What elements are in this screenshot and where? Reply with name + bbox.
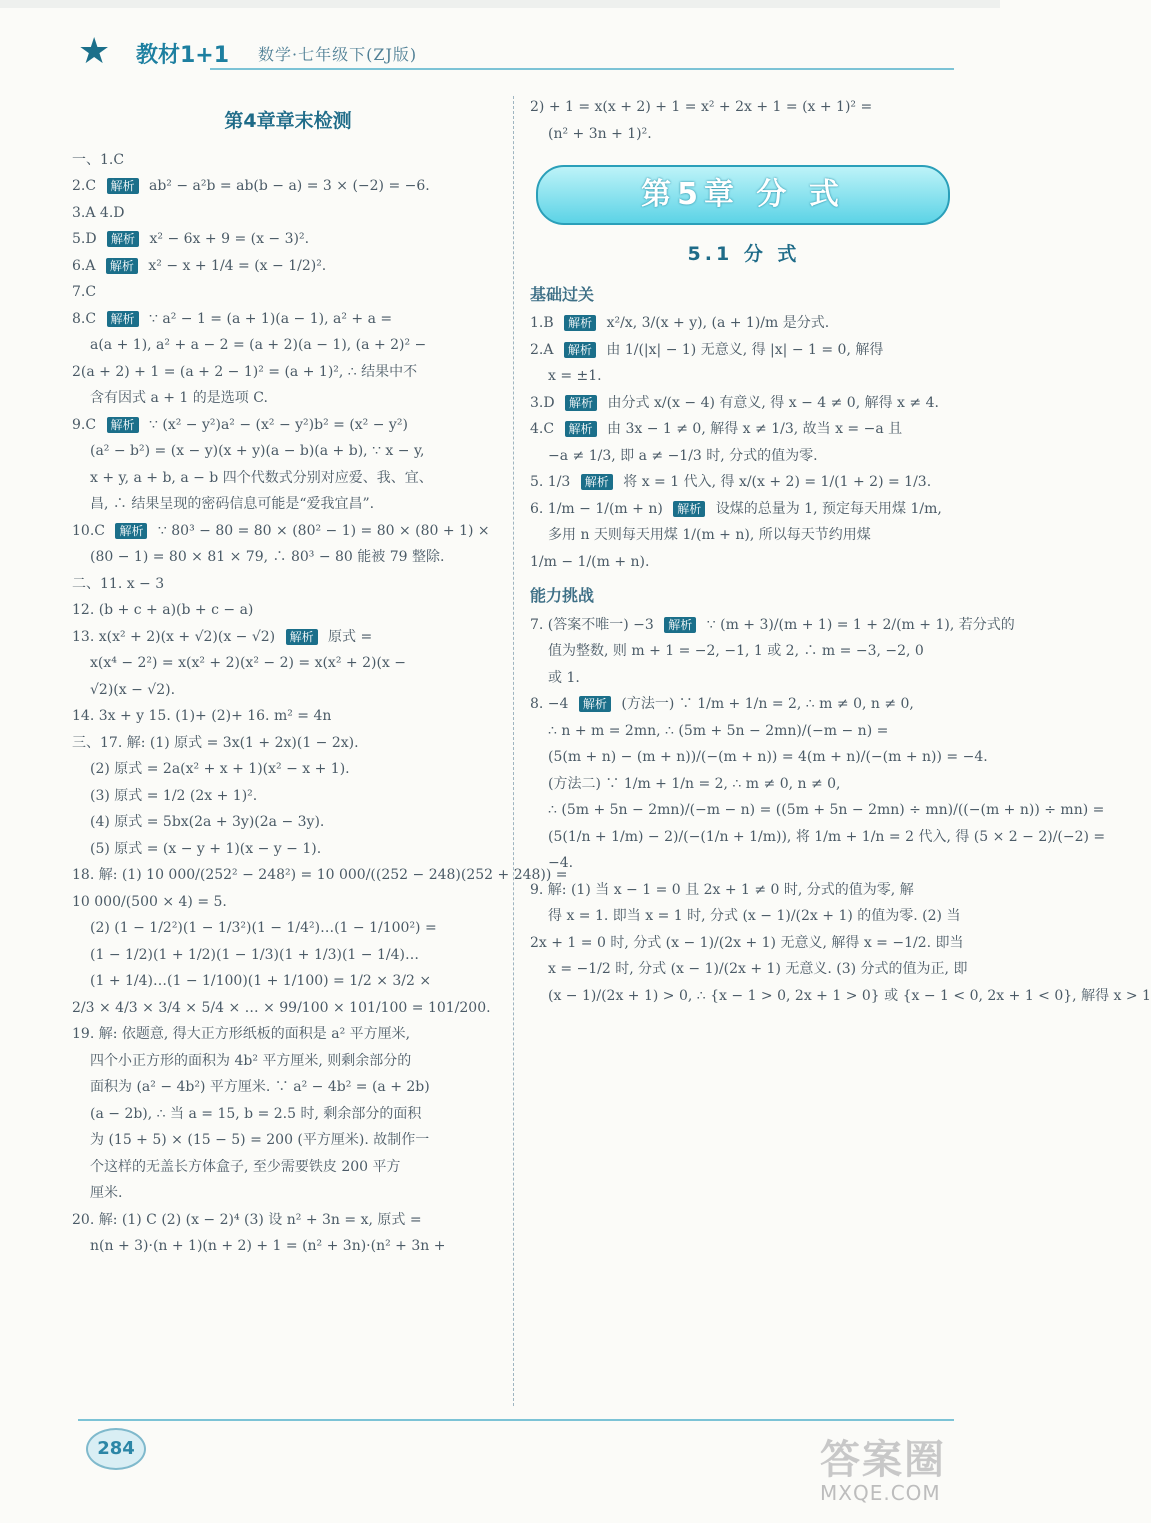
scan-top-edge (0, 0, 1000, 8)
answer-line: 4.C 解析 由 3x − 1 ≠ 0, 解得 x ≠ 1/3, 故当 x = −a 且 (530, 421, 903, 437)
answer-line: 厘米. (90, 1185, 123, 1201)
answer-line: 10.C 解析 ∵ 80³ − 80 = 80 × (80² − 1) = 80 × (80 + 1) × (72, 522, 490, 539)
column-divider (513, 96, 514, 1406)
subsection-challenge: 能力挑战 (530, 586, 595, 605)
answer-line: (80 − 1) = 80 × 81 × 79, ∴ 80³ − 80 能被 79 整除. (90, 549, 445, 565)
answer-line: 值为整数, 则 m + 1 = −2, −1, 1 或 2, ∴ m = −3, −2, 0 (548, 643, 924, 659)
answer-line: 得 x = 1. 即当 x = 1 时, 分式 (x − 1)/(2x + 1) 的值为零. (2) 当 (548, 908, 961, 924)
answer-line: 18. 解: (1) 10 000/(252² − 248²) = 10 000/((252 − 248)(252 + 248)) = (72, 867, 568, 883)
chapter-banner-title: 第5章 分 式 (641, 176, 845, 212)
answer-line: (5(1/n + 1/m) − 2)/(−(1/n + 1/m)), 将 1/m + 1/n = 2 代入, 得 (5 × 2 − 2)/(−2) = (548, 828, 1106, 845)
answer-line: 个这样的无盖长方体盒子, 至少需要铁皮 200 平方 (90, 1158, 401, 1175)
answer-line: 5.D 解析 x² − 6x + 9 = (x − 3)². (72, 231, 310, 247)
answer-line: (n² + 3n + 1)². (548, 125, 652, 142)
answer-line: 2(a + 2) + 1 = (a + 2 − 1)² = (a + 1)², ∴ 结果中不 (72, 363, 418, 380)
answer-line: 2/3 × 4/3 × 3/4 × 5/4 × … × 99/100 × 101/100 = 101/200. (72, 999, 491, 1016)
answer-line: (5(m + n) − (m + n))/(−(m + n)) = 4(m + n)/(−(m + n)) = −4. (548, 749, 988, 765)
analysis-tag: 解析 (565, 395, 597, 411)
analysis-tag: 解析 (664, 617, 696, 633)
answer-line: 6.A 解析 x² − x + 1/4 = (x − 1/2)². (72, 257, 327, 274)
basic-answers (530, 310, 958, 575)
analysis-tag: 解析 (107, 178, 139, 194)
answer-line: (1 − 1/2)(1 + 1/2)(1 − 1/3)(1 + 1/3)(1 − 1/4)… (90, 946, 419, 963)
answer-line: (a² − b²) = (x − y)(x + y)(a − b)(a + b), ∵ x − y, (90, 443, 425, 459)
answer-line: ∴ n + m = 2mn, ∴ (5m + 5n − 2mn)/(−m − n) = (548, 722, 889, 739)
analysis-tag: 解析 (107, 231, 139, 247)
answer-line: (a − 2b), ∴ 当 a = 15, b = 2.5 时, 剩余部分的面积 (90, 1105, 422, 1122)
analysis-tag: 解析 (107, 311, 139, 327)
analysis-tag: 解析 (673, 501, 705, 517)
answer-line: (4) 原式 = 5bx(2a + 3y)(2a − 3y). (90, 814, 325, 830)
answer-line: 昌, ∴ 结果呈现的密码信息可能是“爱我宜昌”. (90, 496, 375, 512)
answer-line: 12. (b + c + a)(b + c − a) (72, 602, 254, 618)
answer-line: (2) 原式 = 2a(x² + x + 1)(x² − x + 1). (90, 761, 350, 777)
answer-line: 2) + 1 = x(x + 2) + 1 = x² + 2x + 1 = (x + 1)² = (530, 99, 873, 115)
answer-line: 二、11. x − 3 (72, 575, 165, 592)
subsection-basic: 基础过关 (530, 284, 595, 304)
section-heading: 5.1 分 式 (687, 243, 801, 265)
answer-line: n(n + 3)·(n + 1)(n + 2) + 1 = (n² + 3n)·(n² + 3n + (90, 1238, 446, 1254)
section-title: 第4章章末检测 (224, 110, 352, 132)
answer-line: 或 1. (548, 669, 580, 686)
analysis-tag: 解析 (565, 421, 597, 437)
answer-line: (2) (1 − 1/2²)(1 − 1/3²)(1 − 1/4²)…(1 − 1/100²) = (90, 920, 437, 936)
answer-line: −4. (548, 855, 574, 871)
answer-line: ∴ (5m + 5n − 2mn)/(−m − n) = ((5m + 5n − 2mn) ÷ mn)/((−(m + n)) ÷ mn) = (548, 802, 1105, 818)
answer-line: −a ≠ 1/3, 即 a ≠ −1/3 时, 分式的值为零. (548, 447, 818, 464)
analysis-tag: 解析 (286, 629, 318, 645)
answer-line: 面积为 (a² − 4b²) 平方厘米. ∵ a² − 4b² = (a + 2b) (90, 1079, 430, 1095)
answer-line: 14. 3x + y 15. (1)+ (2)+ 16. m² = 4n (72, 708, 332, 724)
answer-line: (5) 原式 = (x − y + 1)(x − y − 1). (90, 840, 322, 857)
answer-line: 3.A 4.D (72, 204, 125, 221)
challenge-answers (530, 612, 1151, 1010)
answer-line: 7. (答案不唯一) −3 解析 ∵ (m + 3)/(m + 1) = 1 + 2/(m + 1), 若分式的 (530, 616, 1015, 633)
answer-line: a(a + 1), a² + a − 2 = (a + 2)(a − 1), (a + 2)² − (90, 337, 427, 353)
answer-line: 20. 解: (1) C (2) (x − 2)⁴ (3) 设 n² + 3n = x, 原式 = (72, 1211, 422, 1228)
watermark-logo: 答案圈 (820, 1437, 946, 1483)
answer-line: (方法二) ∵ 1/m + 1/n = 2, ∴ m ≠ 0, n ≠ 0, (548, 775, 841, 792)
star-logo-icon: ★ (78, 31, 111, 72)
answer-line: x(x⁴ − 2²) = x(x² + 2)(x² − 2) = x(x² + 2)(x − (90, 655, 406, 671)
answer-line: 6. 1/m − 1/(m + n) 解析 设煤的总量为 1, 预定每天用煤 1/m, (530, 500, 942, 517)
answer-line: (3) 原式 = 1/2 (2x + 1)². (90, 787, 258, 804)
watermark (820, 1428, 990, 1518)
answer-line: 为 (15 + 5) × (15 − 5) = 200 (平方厘米). 故制作一 (90, 1132, 430, 1148)
answer-line: 9.C 解析 ∵ (x² − y²)a² − (x² − y²)b² = (x² − y²) (72, 416, 408, 433)
answer-line: 8.C 解析 ∵ a² − 1 = (a + 1)(a − 1), a² + a = (72, 310, 393, 327)
answer-line: 19. 解: 依题意, 得大正方形纸板的面积是 a² 平方厘米, (72, 1026, 411, 1042)
answer-line: x = ±1. (548, 368, 602, 384)
page-header (78, 32, 954, 72)
answer-line: 2x + 1 = 0 时, 分式 (x − 1)/(2x + 1) 无意义, 解得 x = −1/2. 即当 (530, 934, 964, 951)
answer-line: x = −1/2 时, 分式 (x − 1)/(2x + 1) 无意义. (3) 分式的值为正, 即 (548, 961, 968, 977)
answer-line: 1.B 解析 x²/x, 3/(x + y), (a + 1)/m 是分式. (530, 315, 830, 331)
answer-line: 1/m − 1/(m + n). (530, 553, 650, 570)
watermark-url: MXQE.COM (820, 1481, 941, 1505)
analysis-tag: 解析 (564, 315, 596, 331)
answer-line: 8. −4 解析 (方法一) ∵ 1/m + 1/n = 2, ∴ m ≠ 0, n ≠ 0, (530, 696, 914, 712)
answer-line: 含有因式 a + 1 的是选项 C. (90, 390, 268, 406)
analysis-tag: 解析 (564, 342, 596, 358)
brand-title: 教材1+1 (136, 43, 230, 68)
subject-label: 数学·七年级下(ZJ版) (258, 45, 418, 64)
analysis-tag: 解析 (581, 474, 613, 490)
answer-line: 多用 n 天则每天用煤 1/(m + n), 所以每天节约用煤 (548, 527, 871, 543)
answer-line: 一、1.C (72, 151, 125, 168)
answer-line: (x − 1)/(2x + 1) > 0, ∴ {x − 1 > 0, 2x + 1 > 0} 或 {x − 1 < 0, 2x + 1 < 0}, 解得 x > 1 (548, 987, 1151, 1004)
analysis-tag: 解析 (579, 696, 611, 712)
answer-line: 四个小正方形的面积为 4b² 平方厘米, 则剩余部分的 (90, 1052, 412, 1069)
answer-line: 2.C 解析 ab² − a²b = ab(b − a) = 3 × (−2) = −6. (72, 178, 430, 194)
answer-line: √2)(x − √2). (90, 681, 176, 698)
answer-line: 7.C (72, 284, 97, 300)
answer-line: 13. x(x² + 2)(x + √2)(x − √2) 解析 原式 = (72, 628, 373, 645)
carry-over-lines (530, 94, 958, 147)
analysis-tag: 解析 (115, 523, 147, 539)
answer-line: 2.A 解析 由 1/(|x| − 1) 无意义, 得 |x| − 1 = 0, 解得 (530, 341, 884, 358)
answer-line: 3.D 解析 由分式 x/(x − 4) 有意义, 得 x − 4 ≠ 0, 解得 x ≠ 4. (530, 394, 939, 411)
answer-line: 9. 解: (1) 当 x − 1 = 0 且 2x + 1 ≠ 0 时, 分式的值为零, 解 (530, 881, 914, 898)
page-number: 284 (86, 1428, 146, 1470)
right-column (530, 94, 1151, 1009)
header-rule (210, 68, 954, 70)
answer-line: 10 000/(500 × 4) = 5. (72, 893, 227, 910)
analysis-tag: 解析 (106, 258, 138, 274)
answer-line: 5. 1/3 解析 将 x = 1 代入, 得 x/(x + 2) = 1/(1 + 2) = 1/3. (530, 474, 932, 490)
analysis-tag: 解析 (107, 417, 139, 433)
answer-line: 三、17. 解: (1) 原式 = 3x(1 + 2x)(1 − 2x). (72, 734, 359, 751)
footer-rule (78, 1419, 954, 1421)
chapter-banner (536, 165, 950, 225)
answer-line: (1 + 1/4)…(1 − 1/100)(1 + 1/100) = 1/2 × 3/2 × (90, 973, 432, 989)
answer-line: x + y, a + b, a − b 四个代数式分别对应爱、我、宜、 (90, 469, 433, 486)
